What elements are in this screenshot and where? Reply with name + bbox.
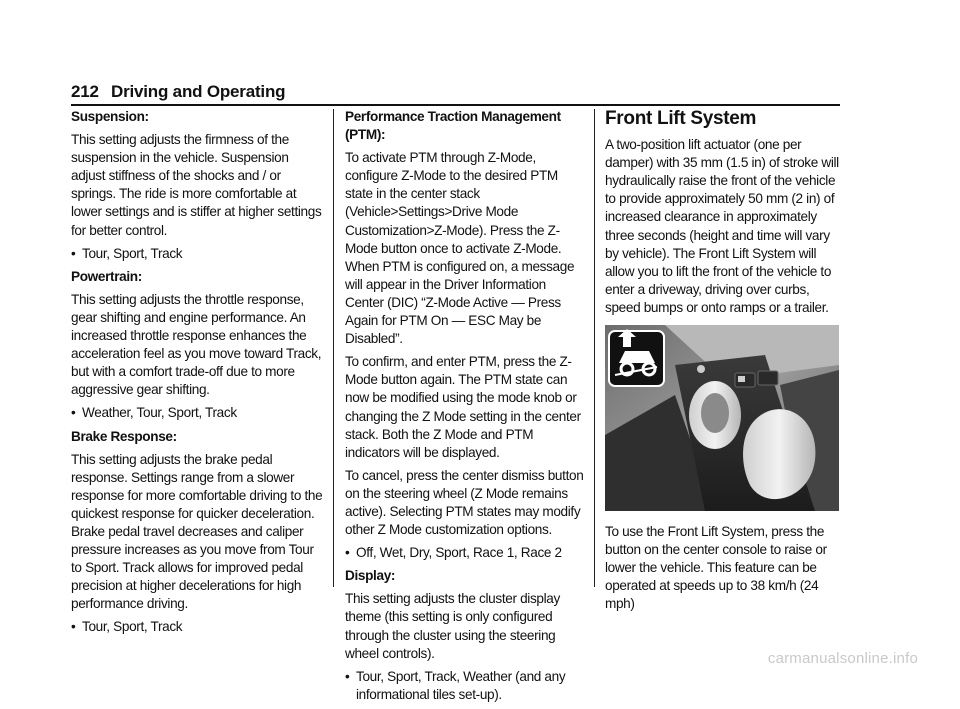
column-2 bbox=[345, 108, 587, 709]
display-text: This setting adjusts the cluster display theme (this setting is only configured through the cluster using the steering wheel controls). bbox=[345, 591, 560, 661]
front-lift-usage: To use the Front Lift System, press the button on the center console to raise or lower the vehicle. This feature can be operated at speeds up to 38 km/h (24 mph) bbox=[605, 524, 827, 612]
display-heading: Display: bbox=[345, 568, 396, 584]
brake-heading: Brake Response: bbox=[71, 428, 177, 444]
display-options: • Tour, Sport, Track, Weather (and any informational tiles set-up). bbox=[345, 668, 587, 704]
page-number: 212 bbox=[71, 82, 99, 101]
ptm-options: • Off, Wet, Dry, Sport, Race 1, Race 2 bbox=[345, 544, 587, 562]
front-lift-intro: A two-position lift actuator (one per damper) with 35 mm (1.5 in) of stroke will hydraulically raise the front of the vehicle to provide approximately 50 mm (2 in) of increased clearance in approximately three seconds (height and time will vary by vehicle). The Front Lift System will allow you to lift the front of the vehicle to enter a driveway, driving over curbs, speed bumps or onto ramps or a trailer. bbox=[605, 137, 839, 315]
suspension-heading: Suspension: bbox=[71, 109, 149, 124]
column-1 bbox=[71, 108, 326, 642]
brake-options: • Tour, Sport, Track bbox=[71, 618, 326, 636]
ptm-text-1: To activate PTM through Z-Mode, configure Z-Mode to the desired PTM state in the center stack (Vehicle>Settings>Drive Mode Customization>Z-Mode). Press the Z-Mode button once to activate Z-Mode. When PTM is configured on, a message will appear in the Driver Information Center (DIC) “Z-Mode Active — Press Again for PTM On — ESC May be Disabled”. bbox=[345, 150, 575, 347]
powertrain-heading: Powertrain: bbox=[71, 268, 142, 284]
powertrain-options: • Weather, Tour, Sport, Track bbox=[71, 404, 326, 422]
front-lift-title: Front Lift System bbox=[605, 108, 757, 129]
header-rule bbox=[71, 104, 840, 106]
section-title: Driving and Operating bbox=[111, 82, 286, 101]
suspension-options: • Tour, Sport, Track bbox=[71, 245, 326, 263]
center-console-photo bbox=[605, 325, 839, 511]
page-header bbox=[71, 82, 839, 106]
column-3 bbox=[605, 108, 841, 619]
brake-text: This setting adjusts the brake pedal response. Settings range from a slower response for more comfortable driving to the quickest response for quicker deceleration. Brake pedal travel decreases and caliper pressure increases as you move from Tour to Sport. Track allows for improved pedal precision at higher decelerations for high performance driving. bbox=[71, 451, 323, 612]
watermark: carmanualsonline.info bbox=[767, 650, 918, 667]
suspension-text: This setting adjusts the firmness of the suspension in the vehicle. Suspension adjust stiffness of the shocks and / or springs. The ride is more comfortable at lower settings and is stiffer at higher settings for better control. bbox=[71, 132, 322, 238]
ptm-text-2: To confirm, and enter PTM, press the Z-Mode button again. The PTM state can now be modified using the mode knob or changing the Z Mode setting in the center stack. Both the Z Mode and PTM indicators will be displayed. bbox=[345, 354, 581, 460]
column-divider bbox=[594, 109, 595, 587]
ptm-heading: Performance Traction Management (PTM): bbox=[345, 109, 561, 143]
ptm-text-3: To cancel, press the center dismiss button on the steering wheel (Z Mode remains active). Selecting PTM states may modify other Z Mode customization options. bbox=[345, 467, 584, 538]
column-divider bbox=[333, 109, 334, 587]
powertrain-text: This setting adjusts the throttle response, gear shifting and engine performance. An increased throttle response enhances the acceleration feel as you move toward Track, but with a comfort trade-off due to more aggressive gear shifting. bbox=[71, 291, 322, 398]
